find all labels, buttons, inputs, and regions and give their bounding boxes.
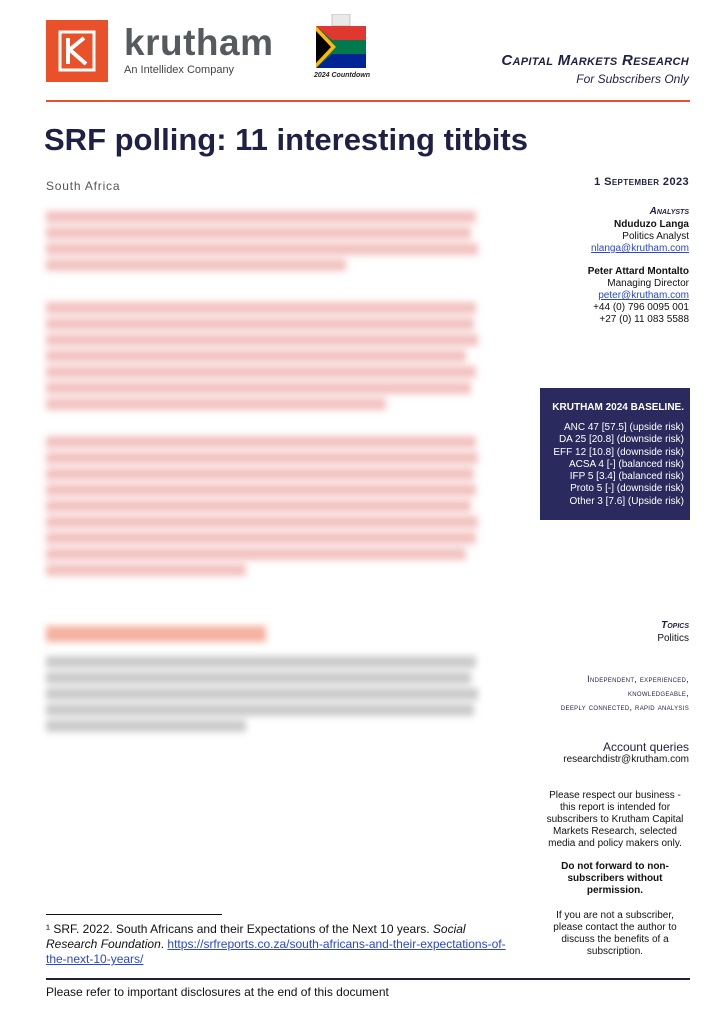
analyst-role: Managing Director xyxy=(607,278,689,289)
page-title: SRF polling: 11 interesting titbits xyxy=(44,122,528,157)
footnote-text: ¹ SRF. 2022. South Africans and their Expectations of the Next 10 years. xyxy=(46,922,433,936)
brand-name: krutham xyxy=(124,22,274,63)
ballot-flag-icon xyxy=(314,14,368,70)
topics-value: Politics xyxy=(657,633,689,644)
subscribe-notice: If you are not a subscriber, please contact the author to discuss the benefits of a subscription. xyxy=(553,910,677,957)
baseline-row: Proto 5 [-] (downside risk) xyxy=(570,483,684,495)
baseline-row: Other 3 [7.6] (Upside risk) xyxy=(569,495,684,507)
tagline-line: knowledgeable, xyxy=(627,688,689,698)
analyst-email-link[interactable]: peter@krutham.com xyxy=(598,290,689,301)
baseline-row: DA 25 [20.8] (downside risk) xyxy=(558,434,684,446)
footnote-sep: . xyxy=(160,937,168,951)
tagline xyxy=(509,672,689,714)
analyst-phone: +44 (0) 796 0095 001 xyxy=(593,302,689,313)
topics-heading: Topics xyxy=(661,620,689,631)
krutham-logo xyxy=(46,20,108,82)
blurred-section-heading xyxy=(46,626,266,642)
tagline-line: deeply connected, rapid analysis xyxy=(560,702,689,712)
tagline-line: Independent, experienced, xyxy=(587,674,689,684)
account-queries-heading: Account queries xyxy=(602,740,689,754)
analyst-name: Nduduzo Langa xyxy=(614,219,689,230)
analyst-card xyxy=(588,266,689,326)
account-email[interactable]: researchdistr@krutham.com xyxy=(563,754,689,765)
report-type: Capital Markets Research xyxy=(501,52,689,69)
footnote-publisher: Social Research Foundation xyxy=(46,922,466,951)
footnote-link[interactable]: https://srfreports.co.za/south-africans-and-their-expectations-of-the-next-10-years/ xyxy=(46,937,506,966)
baseline-row: ANC 47 [57.5] (upside risk) xyxy=(563,422,684,433)
footnote-rule xyxy=(46,914,222,915)
header-divider xyxy=(46,100,690,102)
blurred-paragraph xyxy=(46,302,486,414)
blurred-paragraph xyxy=(46,436,486,580)
baseline-list xyxy=(553,422,684,508)
respect-notice: Please respect our business - this report is intended for subscribers to Krutham Capital Markets Research, selected media and policy makers only. xyxy=(546,790,684,849)
blurred-paragraph xyxy=(46,656,486,736)
baseline-row: ACSA 4 [-] (balanced risk) xyxy=(568,458,684,470)
analysts-heading: Analysts xyxy=(649,206,689,217)
disclosure-note: Please refer to important disclosures at the end of this document xyxy=(46,985,389,999)
baseline-row: EFF 12 [10.8] (downside risk) xyxy=(553,446,684,458)
footer-divider xyxy=(46,978,690,980)
analyst-role: Politics Analyst xyxy=(622,231,689,242)
region-label: South Africa xyxy=(46,179,121,193)
forward-warning: Do not forward to non-subscribers without permission. xyxy=(561,861,669,896)
analyst-card xyxy=(591,219,689,255)
audience-label: For Subscribers Only xyxy=(576,72,689,86)
baseline-panel xyxy=(540,388,690,520)
baseline-row: IFP 5 [3.4] (balanced risk) xyxy=(569,471,684,483)
report-date: 1 September 2023 xyxy=(594,176,689,188)
blurred-paragraph xyxy=(46,208,486,275)
footnote xyxy=(46,922,516,967)
analyst-name: Peter Attard Montalto xyxy=(587,266,689,277)
baseline-title: KRUTHAM 2024 BASELINE. xyxy=(552,402,684,413)
analyst-phone: +27 (0) 11 083 5588 xyxy=(599,314,689,325)
countdown-label: 2024 Countdown xyxy=(313,72,370,79)
brand-subtitle: An Intellidex Company xyxy=(124,64,235,76)
analyst-email-link[interactable]: nlanga@krutham.com xyxy=(591,243,689,254)
